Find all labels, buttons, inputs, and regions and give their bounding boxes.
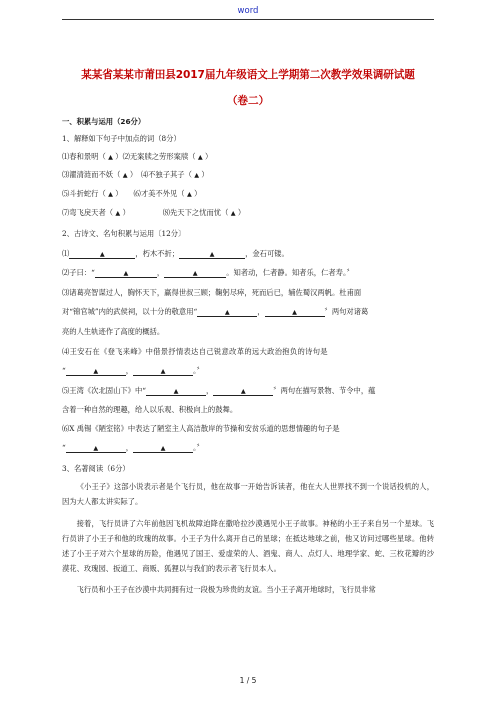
answer-marker: ▲ [115, 210, 121, 217]
fill-blank: ▲ [66, 366, 126, 376]
q2-line-10: ⑹X 禹锡《陋室铭》中表达了陋室主人高洁散岸的节操和安贫乐道的思想情趣的句子是 [62, 424, 340, 433]
fill-blank: ▲ [95, 268, 157, 278]
answer-marker: ▲ [230, 210, 236, 217]
answer-marker: ▲ [108, 191, 113, 198]
q2-line-3: ⑶诸葛亮智谋过人，胸怀天下，赢得世叔三顾；鞠躬尽瘁，死而后已，辅佐蜀汉两帆。杜甫面 [62, 288, 362, 297]
q2-line-9: 含着一种自然的理趣，给人以乐观、积极向上的鼓舞。 [62, 405, 238, 414]
fill-blank: ▲ [213, 386, 273, 396]
doc-title: 某某省某某市莆田县2017届九年级语文上学期第二次教学效果调研试题 [81, 69, 415, 81]
fill-blank: ▲ [69, 249, 135, 259]
q2-line-1: ⑴ ▲ ，朽木不折； ▲ ，金石可镂。 [62, 249, 289, 258]
passage-paragraph: 《小王子》这部小说表示者是个飞行员，他在故事一开始告诉读者，他在大人世界找不到一个说话投机的人，因为大人都太讲实际了。 [62, 482, 434, 506]
q3-passage [62, 480, 434, 598]
fill-blank: ▲ [179, 249, 245, 259]
fill-blank: ▲ [133, 366, 193, 376]
q1-row-2: ⑶濯清涟而不妖（ ▲ ） ⑷不独子其子（ ▲ ） [62, 170, 209, 179]
answer-marker: ▲ [108, 154, 113, 161]
answer-marker: ▲ [194, 172, 200, 179]
q2-line-5: 亮的人生轨迹作了高度的概括。 [62, 327, 165, 336]
q2-stem: 2、古诗文、名句积累与运用〔12分〕 [62, 229, 186, 238]
answer-marker: ▲ [122, 172, 128, 179]
answer-marker: ▲ [197, 154, 203, 161]
fill-blank: ▲ [197, 307, 257, 317]
fill-blank: ▲ [133, 443, 193, 453]
q2-line-6: ⑷王安石在《登飞来峰》中借景抒情表达自己锐意改革的远大政治抱负的诗句是 [62, 347, 328, 356]
fill-blank: ▲ [146, 386, 206, 396]
fill-blank: ▲ [265, 307, 325, 317]
q1-stem: 1、解释如下句子中加点的词（8分） [62, 134, 181, 143]
passage-paragraph: 飞行员和小王子在沙漠中共同拥有过一段极为珍贵的友谊。当小王子离开地球时，飞行员非常 [76, 585, 376, 595]
q2-line-11: “ ▲ ， ▲ 。〞 [62, 443, 204, 452]
passage-paragraph: 接着，飞行员讲了六年前他因飞机故障迫降在撒哈拉沙漠遇见小王子故事。神秘的小王子来自另一个星球。飞行员讲了小王子和他的玫瑰的故事。小王子为什么离开自己的星球；在抵达地球之前，他又访问过哪些星球。他转述了小王子对六个星球的历险，他遇见了国王、爱虚荣的人、酒鬼、商人、点灯人、地理学家、蛇、三枚花瓣的沙漠花、玫瑰园、扳道工、商贩、狐狸以与我们的表示者飞行员本人。 [62, 518, 434, 573]
q1-row-1: ⑴春和景明（ ▲ ）⑵无案牍之劳形案牍（ ▲ ） [62, 152, 213, 161]
q1-row-3: ⑸斗折蛇行（ ▲ ） ⑹才美不外见（ ▲ ） [62, 189, 202, 198]
q2-line-7: “ ▲ ， ▲ 。〞 [62, 366, 204, 375]
page-number: 1 / 5 [239, 676, 257, 685]
q3-stem: 3、名著阅读（6分） [62, 464, 130, 473]
q2-line-8: ⑸王湾《次北固山下》中“ ▲ ， ▲ 〞两句在描写景物、节令中，蕴 [62, 386, 376, 395]
header-rule [62, 19, 434, 20]
answer-marker: ▲ [186, 191, 192, 198]
fill-blank: ▲ [164, 268, 226, 278]
header-word-label: word [237, 6, 259, 16]
q2-line-4: 对“锦官城”内的武侯祠，以十分的敬意用“ ▲ ， ▲ 〞两句对诸葛 [62, 307, 369, 316]
q2-line-2: ⑵子曰：“ ▲ ， ▲ 。知者动，仁者静。知者乐，仁者寿。〞 [62, 268, 354, 277]
section-heading: 一、积累与运用（26分） [62, 117, 146, 126]
doc-subtitle: （卷二） [226, 95, 270, 107]
q1-row-4: ⑺弯飞戾天者（ ▲ ） ⑻先天下之忧而忧（ ▲ ） [62, 208, 246, 217]
fill-blank: ▲ [66, 443, 126, 453]
